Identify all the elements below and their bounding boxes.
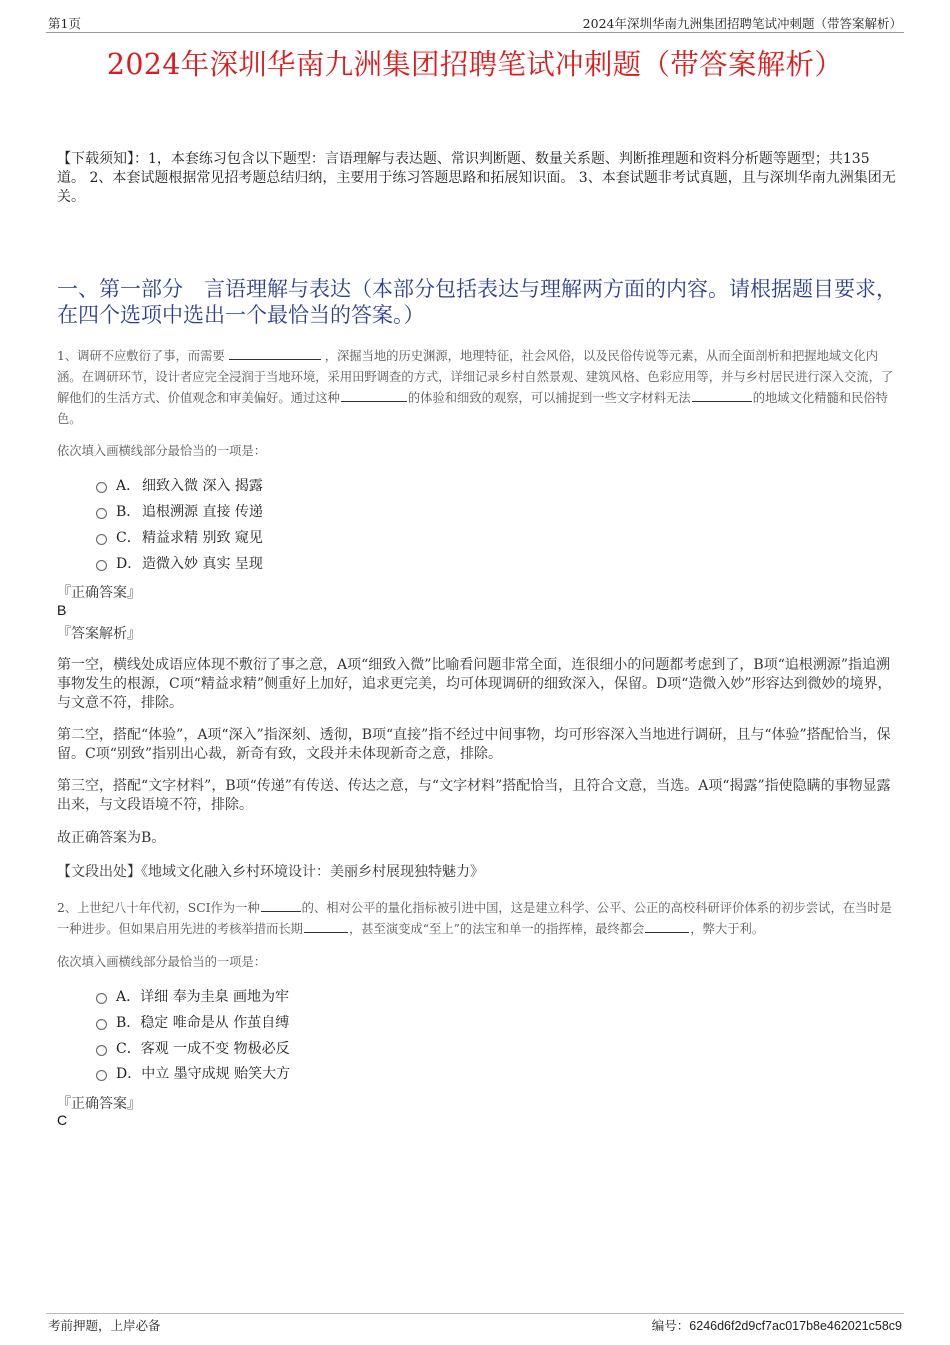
q1-text-part: 的体验和细致的观察，可以捕捉到一些文字材料无法 bbox=[407, 391, 691, 405]
option-letter: A． bbox=[116, 478, 141, 494]
q2-text-part: ，甚至演变成“至上”的法宝和单一的指挥棒，最终都会 bbox=[348, 922, 645, 936]
question-1-text bbox=[57, 346, 897, 430]
option-letter: B． bbox=[116, 1015, 141, 1031]
q1-answer: B bbox=[57, 602, 67, 618]
download-notice: 【下载须知】：1，本套练习包含以下题型：言语理解与表达题、常识判断题、数量关系题、判断推理题和资料分析题等题型；共135道。 2、本套试题根据常见招考题总结归纳，主要用于练习答题思路和拓展知识面。 3、本套试题非考试真题，且与深圳华南九洲集团无关。 bbox=[57, 151, 896, 205]
footer-slogan: 考前押题，上岸必备 bbox=[48, 1318, 161, 1333]
q1-answer-label: 『正确答案』 bbox=[57, 585, 141, 601]
q2-option-d[interactable] bbox=[96, 1064, 290, 1084]
q2-option-a[interactable] bbox=[96, 987, 289, 1007]
q1-text-part: 1、调研不应敷衍了事，而需要 bbox=[57, 349, 225, 363]
option-letter: C． bbox=[116, 1041, 141, 1057]
q1-analysis-label: 『答案解析』 bbox=[57, 626, 141, 642]
q2-answer-label: 『正确答案』 bbox=[57, 1096, 141, 1112]
radio-icon[interactable] bbox=[96, 1070, 107, 1081]
document-title: 2024年深圳华南九洲集团招聘笔试冲刺题（带答案解析） bbox=[106, 48, 844, 81]
footer-code-label: 编号： bbox=[651, 1318, 690, 1333]
page-number: 第1页 bbox=[48, 16, 81, 31]
option-letter: A． bbox=[116, 989, 141, 1005]
question-2-prompt: 依次填入画横线部分最恰当的一项是： bbox=[57, 955, 267, 969]
footer-code bbox=[652, 1316, 902, 1334]
footer-code-value: 6246d6f2d9cf7ac017b8e462021c58c9 bbox=[689, 1319, 902, 1333]
radio-icon[interactable] bbox=[96, 560, 107, 571]
radio-icon[interactable] bbox=[96, 482, 107, 493]
option-letter: B． bbox=[116, 504, 141, 520]
q1-option-b[interactable] bbox=[96, 502, 263, 522]
q1-analysis-conclusion: 故正确答案为B。 bbox=[57, 830, 166, 846]
option-text: 追根溯源 直接 传递 bbox=[142, 504, 263, 520]
blank-3 bbox=[645, 919, 689, 933]
q1-option-a[interactable] bbox=[96, 476, 263, 496]
q1-text-part: ，深掘当地的历史渊源，地理特征，社会风俗，以及民俗传说等元素，从而全面剖析和把握地域文化内涵。在调研环节，设计者应完全浸润于当地环境，采用田野调查的方式，详细记录乡村自然景观、建筑风格、色彩应用等，并与乡村居民进行深入交流，了解他们的生活方式、价值观念和审美偏好。通过这种 bbox=[57, 349, 894, 405]
radio-icon[interactable] bbox=[96, 1045, 107, 1056]
option-text: 细致入微 深入 揭露 bbox=[142, 478, 263, 494]
page-header bbox=[46, 14, 904, 33]
q2-text-part: 的、相对公平的量化指标被引进中国，这是建立科学、公平、公正的高校科研评价体系的初步尝试，在当时是一种进步。但如果启用先进的考核举措而长期 bbox=[57, 901, 892, 936]
q1-source: 【文段出处】《地域文化融入乡村环境设计：美丽乡村展现独特魅力》 bbox=[57, 864, 484, 880]
radio-icon[interactable] bbox=[96, 993, 107, 1004]
question-1-prompt: 依次填入画横线部分最恰当的一项是： bbox=[57, 444, 267, 458]
blank-2 bbox=[341, 388, 407, 402]
q2-option-b[interactable] bbox=[96, 1013, 289, 1033]
option-text: 详细 奉为圭臬 画地为牢 bbox=[140, 989, 290, 1005]
q1-analysis-para: 第二空，搭配“体验”，A项“深入”指深刻、透彻，B项“直接”指不经过中间事物，均可形容深入当地进行调研，且与“体验”搭配恰当，保留。C项“别致”指别出心裁，新奇有致，文段并未体现新奇之意，排除。 bbox=[57, 727, 891, 762]
radio-icon[interactable] bbox=[96, 508, 107, 519]
blank-2 bbox=[304, 919, 348, 933]
radio-icon[interactable] bbox=[96, 534, 107, 545]
option-text: 客观 一成不变 物极必反 bbox=[140, 1041, 290, 1057]
radio-icon[interactable] bbox=[96, 1019, 107, 1030]
option-letter: C． bbox=[116, 530, 141, 546]
option-text: 精益求精 别致 窥见 bbox=[142, 530, 263, 546]
option-text: 稳定 唯命是从 作茧自缚 bbox=[140, 1015, 290, 1031]
q2-answer: C bbox=[57, 1112, 68, 1128]
option-text: 造微入妙 真实 呈现 bbox=[142, 556, 263, 572]
q1-option-d[interactable] bbox=[96, 554, 263, 574]
q2-text-part: ，弊大于利。 bbox=[690, 922, 765, 936]
page-footer bbox=[46, 1313, 904, 1333]
header-doc-title: 2024年深圳华南九洲集团招聘笔试冲刺题（带答案解析） bbox=[582, 16, 902, 31]
section-title: 一、第一部分 言语理解与表达（本部分包括表达与理解两方面的内容。请根据题目要求，在四个选项中选出一个最恰当的答案。） bbox=[57, 277, 897, 327]
blank-3 bbox=[692, 388, 752, 402]
option-letter: D． bbox=[116, 556, 142, 572]
q1-analysis-para: 第一空，横线处成语应体现不敷衍了事之意，A项“细致入微”比喻看问题非常全面，连很细小的问题都考虑到了，B项“追根溯源”指追溯事物发生的根源，C项“精益求精”侧重好上加好，追求更完美，均可体现调研的细致深入，保留。D项“造微入妙”形容达到微妙的境界，与文意不符，排除。 bbox=[57, 657, 892, 711]
q1-option-c[interactable] bbox=[96, 528, 263, 548]
option-letter: D． bbox=[116, 1066, 142, 1082]
blank-1 bbox=[229, 346, 321, 360]
blank-1 bbox=[261, 898, 301, 912]
q2-option-c[interactable] bbox=[96, 1039, 290, 1059]
option-text: 中立 墨守成规 贻笑大方 bbox=[141, 1066, 291, 1082]
question-2-text bbox=[57, 898, 897, 940]
q1-analysis-para: 第三空，搭配“文字材料”，B项“传递”有传送、传达之意，与“文字材料”搭配恰当，且符合文意，当选。A项“揭露”指使隐瞒的事物显露出来，与文段语境不符，排除。 bbox=[57, 778, 891, 813]
q1-text-part: 的地域文化精髓和民俗特色。 bbox=[57, 391, 888, 426]
q2-text-part: 2、上世纪八十年代初，SCI作为一种 bbox=[57, 901, 260, 915]
